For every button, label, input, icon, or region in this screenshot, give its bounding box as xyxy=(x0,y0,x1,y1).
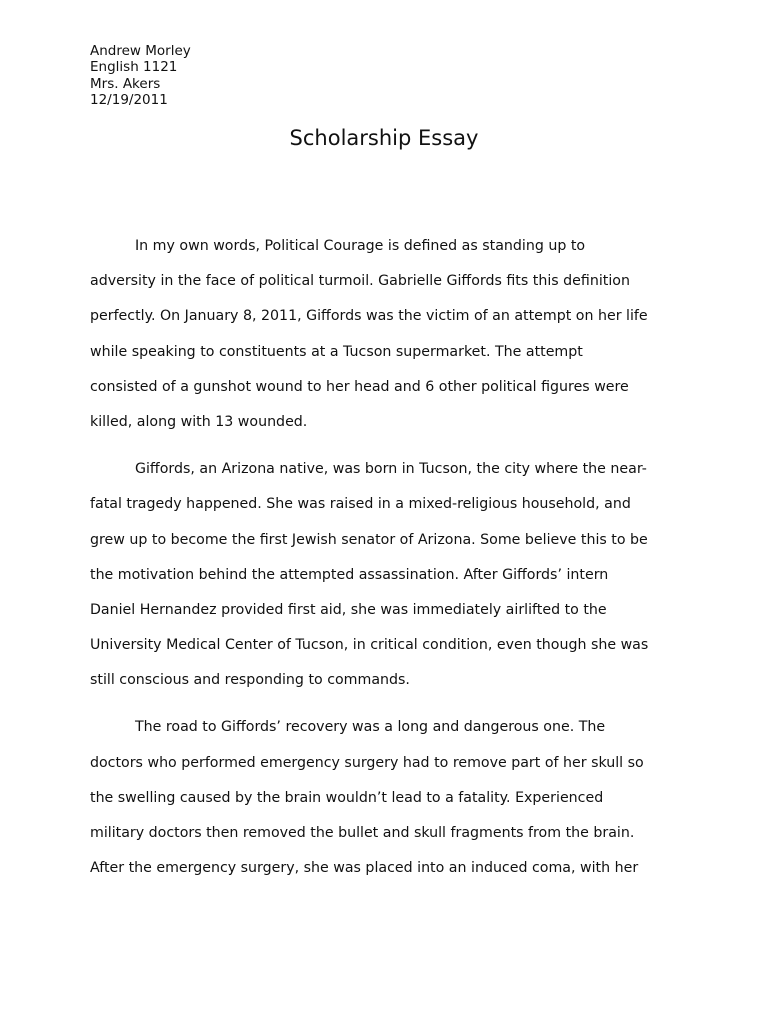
essay-date: 12/19/2011 xyxy=(90,91,168,108)
author-name: Andrew Morley xyxy=(90,43,191,59)
text-line: After the emergency surgery, she was placed into an induced coma, with her xyxy=(90,860,639,877)
essay-header xyxy=(90,43,191,108)
text-line: Daniel Hernandez provided first aid, she was immediately airlifted to the xyxy=(90,601,607,618)
text-line: consisted of a gunshot wound to her head and 6 other political figures were xyxy=(90,378,629,395)
paragraph-2 xyxy=(90,452,690,698)
text-line: The road to Giffords’ recovery was a long and dangerous one. The xyxy=(135,719,606,736)
course-name: English 1121 xyxy=(90,59,178,76)
text-line: University Medical Center of Tucson, in critical condition, even though she was xyxy=(90,637,649,654)
text-line: the motivation behind the attempted assassination. After Giffords’ intern xyxy=(90,566,609,583)
text-line: doctors who performed emergency surgery had to remove part of her skull so xyxy=(90,754,644,771)
text-line: military doctors then removed the bullet and skull fragments from the brain. xyxy=(90,825,635,841)
text-line: the swelling caused by the brain wouldn’t lead to a fatality. Experienced xyxy=(90,789,604,806)
text-line: killed, along with 13 wounded. xyxy=(90,413,308,430)
text-line: adversity in the face of political turmoil. Gabrielle Giffords fits this definition xyxy=(90,273,630,290)
essay-body xyxy=(90,229,690,898)
text-line: grew up to become the first Jewish senator of Arizona. Some believe this to be xyxy=(90,531,648,548)
text-line: In my own words, Political Courage is defined as standing up to xyxy=(135,238,586,254)
text-line: perfectly. On January 8, 2011, Giffords was the victim of an attempt on her life xyxy=(90,308,648,325)
essay-title: Scholarship Essay xyxy=(289,126,479,150)
paragraph-3 xyxy=(90,710,690,886)
text-line: while speaking to constituents at a Tucson supermarket. The attempt xyxy=(90,343,583,360)
text-line: still conscious and responding to commands. xyxy=(90,672,410,689)
text-line: Giffords, an Arizona native, was born in Tucson, the city where the near- xyxy=(135,461,647,478)
text-line: fatal tragedy happened. She was raised in a mixed-religious household, and xyxy=(90,496,631,513)
instructor-name: Mrs. Akers xyxy=(90,75,161,92)
paragraph-1 xyxy=(90,229,690,440)
